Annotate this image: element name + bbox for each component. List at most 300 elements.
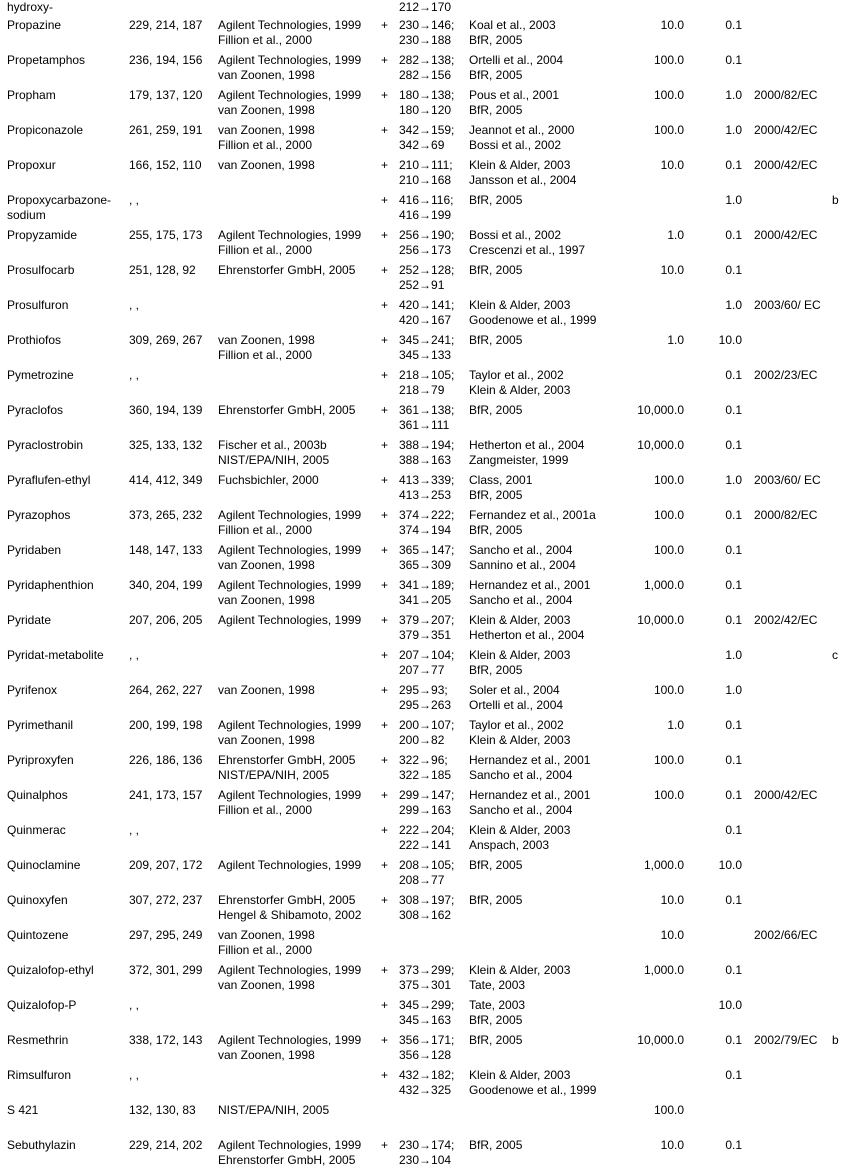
transition-cell-line: 218→105; [399,368,455,382]
table-row [0,1068,866,1103]
directive-cell: 2000/42/EC [754,228,818,242]
ions-cell: 340, 204, 199 [129,578,203,592]
reference-cell-line: Zangmeister, 1999 [469,452,569,467]
source-cell-line: van Zoonen, 1998 [218,592,315,607]
lcms-flag: + [381,578,389,592]
reference-cell-line: Klein & Alder, 2003 [469,732,571,747]
reference-cell [469,1068,596,1097]
compound-name: Pyridaphenthion [7,578,94,592]
table-row [0,1033,866,1068]
reference-cell-line: BfR, 2005 [469,193,523,207]
reference-cell-line: Hetherton et al., 2004 [469,627,585,642]
rec-value: 1.0 [725,683,742,697]
source-cell-line: Fillion et al., 2000 [218,942,313,957]
transition-cell [399,158,453,187]
rec-value: 0.1 [725,438,742,452]
source-cell-line: van Zoonen, 1998 [218,158,315,172]
lod-value: 10.0 [660,928,684,942]
table-row [0,368,866,403]
transition-cell-line: 308→197; [399,893,455,907]
source-cell-line: van Zoonen, 1998 [218,67,315,82]
reference-cell-line: Klein & Alder, 2003 [469,648,571,662]
compound-name: Propiconazole [7,123,84,137]
compound-name: Sebuthylazin [7,1138,76,1152]
transition-cell-line: 379→351 [399,627,452,642]
source-cell [218,53,361,82]
transition-cell-line: 413→339; [399,473,455,487]
source-cell-line: Fuchsbichler, 2000 [218,473,319,487]
reference-cell [469,753,590,782]
reference-cell-line: Taylor et al., 2002 [469,368,564,382]
reference-cell [469,263,522,278]
lod-value: 1,000.0 [643,963,684,977]
lod-value: 10.0 [660,158,684,172]
source-cell [218,683,315,698]
rec-value: 0.1 [725,613,742,627]
directive-cell: 2000/42/EC [754,123,818,137]
reference-cell-line: Klein & Alder, 2003 [469,382,571,397]
ions-cell: 307, 272, 237 [129,893,203,907]
transition-cell [399,543,454,572]
transition-cell [399,963,454,992]
transition-cell-line: 374→222; [399,508,455,522]
ions-cell: 179, 137, 120 [129,88,203,102]
compound-name: Propyzamide [7,228,78,242]
lod-value: 1.0 [667,718,684,732]
reference-cell [469,158,576,187]
ions-cell: , , [129,998,140,1012]
table-row [0,53,866,88]
ions-cell: 209, 207, 172 [129,858,203,872]
rec-value: 0.1 [725,228,742,242]
source-cell-line: Agilent Technologies, 1999 [218,788,362,802]
rec-value: 0.1 [725,1138,742,1152]
ions-cell: , , [129,1068,140,1082]
reference-cell-line: Goodenowe et al., 1999 [469,312,597,327]
reference-cell-line: BfR, 2005 [469,403,523,417]
transition-cell [399,263,454,292]
lcms-flag: + [381,228,389,242]
source-cell-line: Agilent Technologies, 1999 [218,53,362,67]
ions-cell: 229, 214, 202 [129,1138,203,1152]
footnote-mark: b [832,193,839,207]
lcms-flag: + [381,1138,389,1152]
lod-value: 10.0 [660,1138,684,1152]
lod-value: 100.0 [653,53,684,67]
reference-cell-line: Hernandez et al., 2001 [469,788,591,802]
transition-cell [399,228,454,257]
lod-value: 10.0 [660,893,684,907]
rec-value: 0.1 [725,508,742,522]
compound-name: Quizalofop-P [7,998,77,1012]
source-cell-line: Fischer et al., 2003b [218,438,327,452]
source-cell [218,1138,361,1167]
compound-name: Quinoclamine [7,858,81,872]
transition-cell-line: 365→147; [399,543,455,557]
transition-cell-line: 341→205 [399,592,452,607]
lcms-flag: + [381,1068,389,1082]
source-cell-line: Agilent Technologies, 1999 [218,1138,362,1152]
lcms-flag: + [381,788,389,802]
lcms-flag: + [381,368,389,382]
transition-cell-line: 295→93; [399,683,448,697]
transition-cell [399,123,454,152]
reference-cell [469,193,522,208]
compound-name: Pyridat-metabolite [7,648,104,662]
transition-cell [399,53,454,82]
reference-cell-line: Soler et al., 2004 [469,683,560,697]
ions-cell: , , [129,823,140,837]
directive-cell: 2003/60/ EC [754,298,821,312]
source-cell [218,333,315,362]
ions-cell: 372, 301, 299 [129,963,203,977]
source-cell [218,228,361,257]
rec-value: 0.1 [725,753,742,767]
lcms-flag: + [381,473,389,487]
transition-cell-line: 420→141; [399,298,455,312]
transition-cell [399,1138,454,1167]
ions-cell: 261, 259, 191 [129,123,203,137]
transition-cell-line: 388→163 [399,452,452,467]
rec-value: 1.0 [725,648,742,662]
rec-value: 0.1 [725,578,742,592]
reference-cell-line: BfR, 2005 [469,1138,523,1152]
rec-value: 0.1 [725,1068,742,1082]
reference-cell [469,298,596,327]
table-row [0,1103,866,1138]
reference-cell [469,648,570,677]
transition-cell-line: 208→105; [399,858,455,872]
reference-cell-line: Klein & Alder, 2003 [469,158,571,172]
reference-cell-line: Tate, 2003 [469,998,526,1012]
ions-cell: 309, 269, 267 [129,333,203,347]
source-cell-line: Ehrenstorfer GmbH, 2005 [218,403,356,417]
reference-cell-line: Jeannot et al., 2000 [469,123,575,137]
reference-cell [469,88,559,117]
lod-value: 10,000.0 [637,1033,684,1047]
compound-name: Prosulfocarb [7,263,75,277]
reference-cell [469,963,570,992]
reference-cell-line: Hernandez et al., 2001 [469,578,591,592]
transition-cell-line: 222→204; [399,823,455,837]
lcms-flag: + [381,403,389,417]
source-cell-line: Agilent Technologies, 1999 [218,613,362,627]
transition-cell-line: 413→253 [399,487,452,502]
table-row [0,298,866,333]
lcms-flag: + [381,333,389,347]
reference-cell [469,473,532,502]
lod-value: 100.0 [653,1103,684,1117]
compound-name: Propazine [7,18,62,32]
transition-cell [399,893,454,922]
rec-value: 0.1 [725,788,742,802]
compound-name: Propoxur [7,158,56,172]
rec-value: 0.1 [725,53,742,67]
ions-cell: 414, 412, 349 [129,473,203,487]
reference-cell [469,823,570,852]
reference-cell-line: BfR, 2005 [469,487,523,502]
source-cell-line: van Zoonen, 1998 [218,123,315,137]
transition-cell [399,648,454,677]
table-row [0,1138,866,1173]
transition-cell [399,998,454,1027]
ions-cell: 207, 206, 205 [129,613,203,627]
footnote-mark: c [832,648,838,662]
source-cell [218,123,315,152]
transition-cell-line: 432→182; [399,1068,455,1082]
source-cell-line: Fillion et al., 2000 [218,242,313,257]
ions-cell: , , [129,298,140,312]
reference-cell [469,543,576,572]
source-cell-line: NIST/EPA/NIH, 2005 [218,767,330,782]
transition-cell [399,508,454,537]
reference-cell-line: Sancho et al., 2004 [469,802,573,817]
transition-cell [399,368,454,397]
reference-cell-line: Bossi et al., 2002 [469,228,562,242]
lcms-flag: + [381,648,389,662]
transition-cell [399,88,454,117]
compound-name: Rimsulfuron [7,1068,72,1082]
transition-cell [399,858,454,887]
compound-name: Pyriproxyfen [7,753,74,767]
compound-name: hydroxy- [7,0,54,14]
table-row [0,893,866,928]
ions-cell: 236, 194, 156 [129,53,203,67]
transition-cell-line: 373→299; [399,963,455,977]
transition-cell-line: 308→162 [399,907,452,922]
rec-value: 0.1 [725,823,742,837]
lcms-flag: + [381,858,389,872]
source-cell-line: van Zoonen, 1998 [218,557,315,572]
source-cell-line: Fillion et al., 2000 [218,802,313,817]
rec-value: 0.1 [725,543,742,557]
source-cell [218,928,315,957]
transition-cell-line: 388→194; [399,438,455,452]
transition-cell-line: 210→111; [399,158,453,172]
transition-cell-line: 200→107; [399,718,455,732]
lcms-flag: + [381,88,389,102]
reference-cell-line: Goodenowe et al., 1999 [469,1082,597,1097]
source-cell [218,158,315,173]
source-cell [218,718,361,747]
ions-cell: , , [129,648,140,662]
source-cell-line: van Zoonen, 1998 [218,102,315,117]
source-cell-line: Hengel & Shibamoto, 2002 [218,907,362,922]
lod-value: 100.0 [653,473,684,487]
compound-name: Pyridate [7,613,52,627]
directive-cell: 2002/66/EC [754,928,818,942]
reference-cell-line: Class, 2001 [469,473,533,487]
lod-value: 1,000.0 [643,858,684,872]
reference-cell [469,228,585,257]
source-cell-line: Ehrenstorfer GmbH, 2005 [218,263,356,277]
rec-value: 10.0 [718,333,742,347]
transition-cell [399,1068,454,1097]
reference-cell [469,438,584,467]
reference-cell-line: BfR, 2005 [469,67,523,82]
reference-cell [469,1033,522,1048]
reference-cell-line: BfR, 2005 [469,1012,523,1027]
reference-cell [469,53,563,82]
ions-cell: 241, 173, 157 [129,788,203,802]
transition-cell [399,718,454,747]
reference-cell [469,998,525,1027]
transition-cell-line: 252→91 [399,277,445,292]
reference-cell [469,718,570,747]
transition-cell [399,18,454,47]
reference-cell-line: BfR, 2005 [469,333,523,347]
compound-name: Prosulfuron [7,298,69,312]
transition-cell [399,193,454,222]
compound-name: Quinmerac [7,823,66,837]
lcms-flag: + [381,123,389,137]
rec-value: 1.0 [725,473,742,487]
table-row [0,193,866,228]
transition-cell-line: 345→163 [399,1012,452,1027]
source-cell [218,543,361,572]
rec-value: 0.1 [725,368,742,382]
transition-cell [399,613,454,642]
ions-cell: 264, 262, 227 [129,683,203,697]
source-cell-line: Agilent Technologies, 1999 [218,578,362,592]
directive-cell: 2002/23/EC [754,368,818,382]
directive-cell: 2000/82/EC [754,508,818,522]
rec-value: 1.0 [725,123,742,137]
source-cell [218,18,361,47]
source-cell-line: Agilent Technologies, 1999 [218,718,362,732]
source-cell-line: Agilent Technologies, 1999 [218,508,362,522]
directive-cell: 2003/60/ EC [754,473,821,487]
lcms-flag: + [381,53,389,67]
transition-cell [399,823,454,852]
table-row [0,613,866,648]
compound-name: Pyridaben [7,543,62,557]
transition-cell-line: 230→188 [399,32,452,47]
source-cell-line: Agilent Technologies, 1999 [218,1033,362,1047]
source-cell [218,963,361,992]
directive-cell: 2000/42/EC [754,158,818,172]
transition-cell-line: 282→156 [399,67,452,82]
lcms-flag: + [381,753,389,767]
rec-value: 0.1 [725,158,742,172]
ions-cell: 226, 186, 136 [129,753,203,767]
reference-cell-line: Anspach, 2003 [469,837,550,852]
table-row [0,403,866,438]
source-cell-line: van Zoonen, 1998 [218,977,315,992]
source-cell [218,578,361,607]
reference-cell-line: BfR, 2005 [469,102,523,117]
transition-cell-line: 210→168 [399,172,452,187]
reference-cell-line: BfR, 2005 [469,32,523,47]
table-row [0,753,866,788]
transition-cell-line: 374→194 [399,522,452,537]
source-cell-line: Agilent Technologies, 1999 [218,88,362,102]
source-cell-line: Agilent Technologies, 1999 [218,228,362,242]
source-cell [218,508,361,537]
lod-value: 100.0 [653,683,684,697]
transition-cell [399,438,454,467]
reference-cell-line: BfR, 2005 [469,893,523,907]
source-cell [218,403,355,418]
source-cell [218,893,361,922]
compound-name: Quizalofop-ethyl [7,963,94,977]
compound-name: Pyraclofos [7,403,64,417]
source-cell-line: Fillion et al., 2000 [218,32,313,47]
transition-cell-line: 295→263 [399,697,452,712]
reference-cell-line: Fernandez et al., 2001a [469,508,596,522]
transition-cell-line: 375→301 [399,977,452,992]
reference-cell-line: Taylor et al., 2002 [469,718,564,732]
transition-cell [399,1033,454,1062]
transition-cell-line: 180→120 [399,102,452,117]
lod-value: 100.0 [653,788,684,802]
table-row [0,823,866,858]
reference-cell-line: Jansson et al., 2004 [469,172,577,187]
table-row [0,18,866,53]
transition-cell-line: 345→241; [399,333,455,347]
reference-cell [469,403,522,418]
lcms-flag: + [381,543,389,557]
reference-cell-line: Klein & Alder, 2003 [469,963,571,977]
table-row [0,928,866,963]
footnote-mark: b [832,1033,839,1047]
reference-cell [469,123,574,152]
transition-cell-line: 208→77 [399,872,445,887]
source-cell-line: Agilent Technologies, 1999 [218,858,362,872]
transition-cell [399,753,451,782]
transition-cell-line: 299→163 [399,802,452,817]
reference-cell [469,788,590,817]
compound-name: Pyraclostrobin [7,438,84,452]
transition-cell-line: 230→174; [399,1138,455,1152]
transition-cell-line: 282→138; [399,53,455,67]
source-cell [218,613,361,628]
lcms-flag: + [381,893,389,907]
reference-cell-line: Sannino et al., 2004 [469,557,576,572]
source-cell-line: Ehrenstorfer GmbH, 2005 [218,1152,356,1167]
source-cell [218,1103,329,1118]
table-row [0,473,866,508]
lcms-flag: + [381,613,389,627]
table-row [0,648,866,683]
directive-cell: 2002/79/EC [754,1033,818,1047]
source-cell-line: NIST/EPA/NIH, 2005 [218,1103,330,1117]
rec-value: 1.0 [725,88,742,102]
compound-name: Pymetrozine [7,368,74,382]
reference-cell-line: Sancho et al., 2004 [469,767,573,782]
compound-name: Propetamphos [7,53,86,67]
reference-cell-line: Ortelli et al., 2004 [469,53,564,67]
source-cell [218,438,329,467]
ions-cell: 297, 295, 249 [129,928,203,942]
lod-value: 100.0 [653,543,684,557]
ions-cell: 255, 175, 173 [129,228,203,242]
reference-cell [469,1138,522,1153]
source-cell-line: Fillion et al., 2000 [218,347,313,362]
directive-cell: 2002/42/EC [754,613,818,627]
directive-cell: 2000/42/EC [754,788,818,802]
reference-cell [469,893,522,908]
reference-cell-line: Koal et al., 2003 [469,18,556,32]
ions-cell: 251, 128, 92 [129,263,196,277]
transition-cell [399,403,454,432]
table-row [0,438,866,473]
reference-cell [469,333,522,348]
ions-cell: 148, 147, 133 [129,543,203,557]
reference-cell-line: BfR, 2005 [469,662,523,677]
rec-value: 10.0 [718,858,742,872]
source-cell-line: van Zoonen, 1998 [218,333,315,347]
